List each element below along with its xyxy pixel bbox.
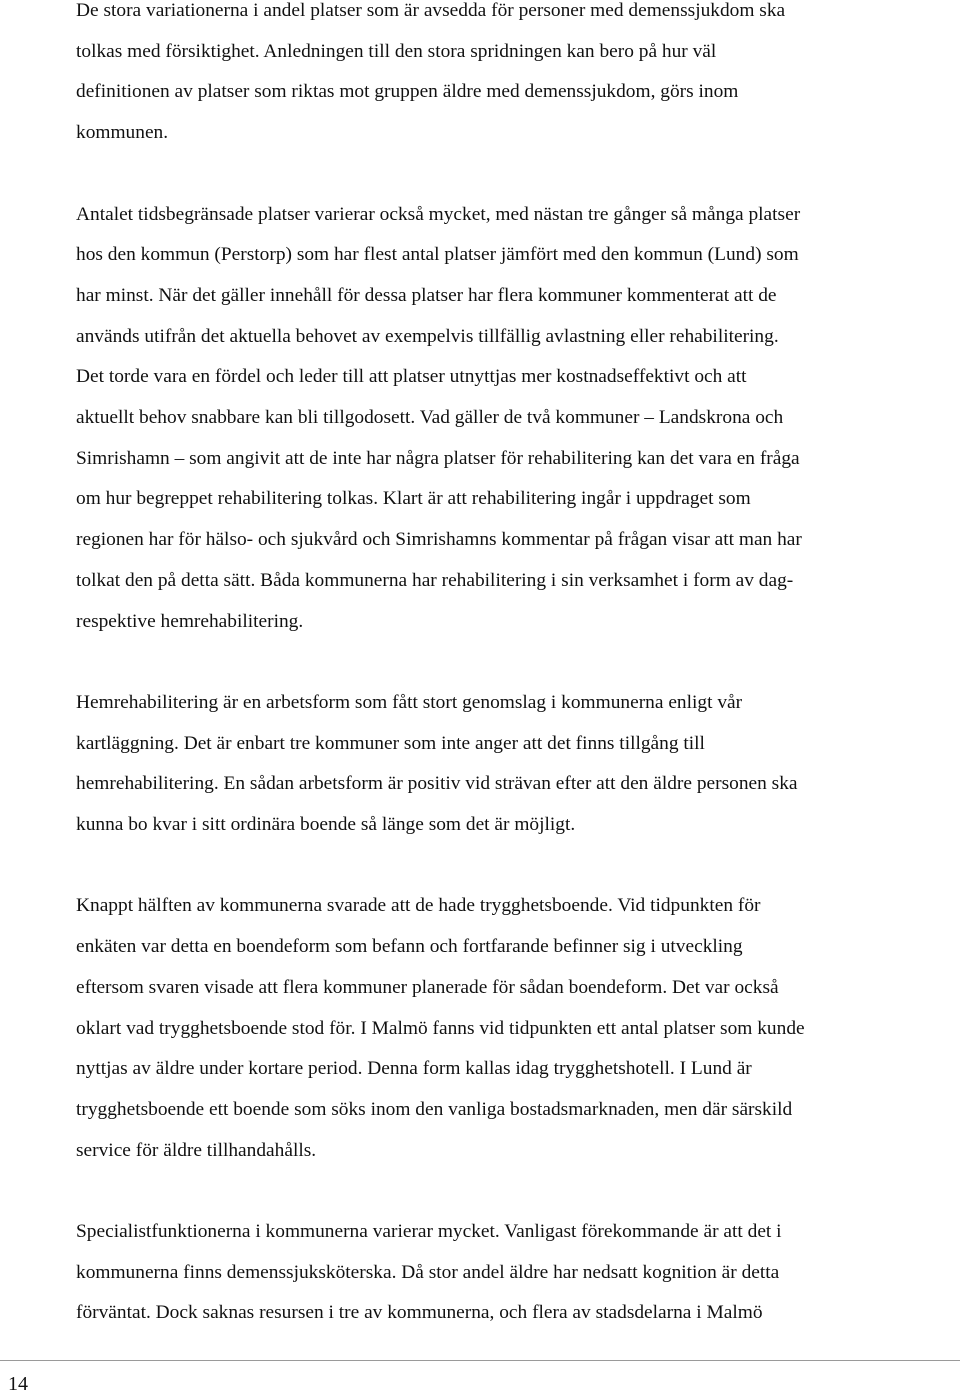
- text-line: respektive hemrehabilitering.: [76, 610, 304, 632]
- text-line: trygghetsboende ett boende som söks inom den vanliga bostadsmarknaden, men där särskild: [76, 1098, 793, 1120]
- text-line: enkäten var detta en boendeform som befann och fortfarande befinner sig i utveckling: [76, 936, 743, 958]
- text-line: eftersom svaren visade att flera kommuner planerade för sådan boendeform. Det var också: [76, 976, 779, 998]
- paragraph-gap: [76, 642, 960, 683]
- text-line: hos den kommun (Perstorp) som har flest antal platser jämfört med den kommun (Lund) som: [76, 244, 799, 266]
- text-line: tolkat den på detta sätt. Båda kommunerna har rehabilitering i sin verksamhet i form av dag-: [76, 569, 794, 591]
- text-line: kartläggning. Det är enbart tre kommuner som inte anger att det finns tillgång till: [76, 732, 705, 754]
- text-line: kunna bo kvar i sitt ordinära boende så länge som det är möjligt.: [76, 814, 576, 836]
- text-line: har minst. När det gäller innehåll för dessa platser har flera kommuner kommenterat att de: [76, 284, 777, 306]
- text-line: Antalet tidsbegränsade platser varierar också mycket, med nästan tre gånger så många platser: [76, 203, 801, 225]
- paragraph: [76, 1212, 960, 1334]
- text-line: regionen har för hälso- och sjukvård och Simrishamns kommentar på frågan visar att man har: [76, 529, 802, 551]
- text-line: Hemrehabilitering är en arbetsform som fått stort genomslag i kommunerna enligt vår: [76, 691, 743, 713]
- paragraph: [76, 0, 960, 154]
- text-line: Det torde vara en fördel och leder till att platser utnyttjas mer kostnadseffektivt och att: [76, 366, 747, 388]
- text-line: Simrishamn – som angivit att de inte har några platser för rehabilitering kan det vara en fråga: [76, 447, 800, 469]
- text-line: om hur begreppet rehabilitering tolkas. Klart är att rehabilitering ingår i uppdraget som: [76, 488, 751, 510]
- paragraph: [76, 683, 960, 846]
- paragraph: [76, 886, 960, 1171]
- text-line: Specialistfunktionerna i kommunerna varierar mycket. Vanligast förekommande är att det i: [76, 1221, 782, 1243]
- page-number: 14: [8, 1373, 28, 1395]
- paragraph-gap: [76, 846, 960, 887]
- paragraph-gap: [76, 154, 960, 195]
- text-line: oklart vad trygghetsboende stod för. I Malmö fanns vid tidpunkten ett antal platser som kunde: [76, 1017, 805, 1039]
- text-line: tolkas med försiktighet. Anledningen till den stora spridningen kan bero på hur väl: [76, 40, 717, 62]
- document-page: [76, 0, 960, 1334]
- text-line: kommunerna finns demenssjuksköterska. Då stor andel äldre har nedsatt kognition är detta: [76, 1261, 780, 1283]
- text-line: Knappt hälften av kommunerna svarade att de hade trygghetsboende. Vid tidpunkten för: [76, 895, 761, 917]
- text-line: De stora variationerna i andel platser som är avsedda för personer med demenssjukdom ska: [76, 0, 786, 21]
- text-line: används utifrån det aktuella behovet av exempelvis tillfällig avlastning eller rehabilitering.: [76, 325, 779, 347]
- paragraph: [76, 195, 960, 643]
- text-line: service för äldre tillhandahålls.: [76, 1139, 317, 1161]
- footer-divider: [0, 1360, 960, 1361]
- text-line: hemrehabilitering. En sådan arbetsform är positiv vid strävan efter att den äldre personen ska: [76, 773, 798, 795]
- text-line: nyttjas av äldre under kortare period. Denna form kallas idag trygghetshotell. I Lund är: [76, 1058, 752, 1080]
- text-line: definitionen av platser som riktas mot gruppen äldre med demenssjukdom, görs inom: [76, 81, 739, 103]
- text-line: kommunen.: [76, 122, 169, 144]
- text-line: förväntat. Dock saknas resursen i tre av kommunerna, och flera av stadsdelarna i Malmö: [76, 1302, 763, 1324]
- text-line: aktuellt behov snabbare kan bli tillgodosett. Vad gäller de två kommuner – Landskrona och: [76, 407, 784, 429]
- body-text: [76, 0, 960, 1334]
- paragraph-gap: [76, 1171, 960, 1212]
